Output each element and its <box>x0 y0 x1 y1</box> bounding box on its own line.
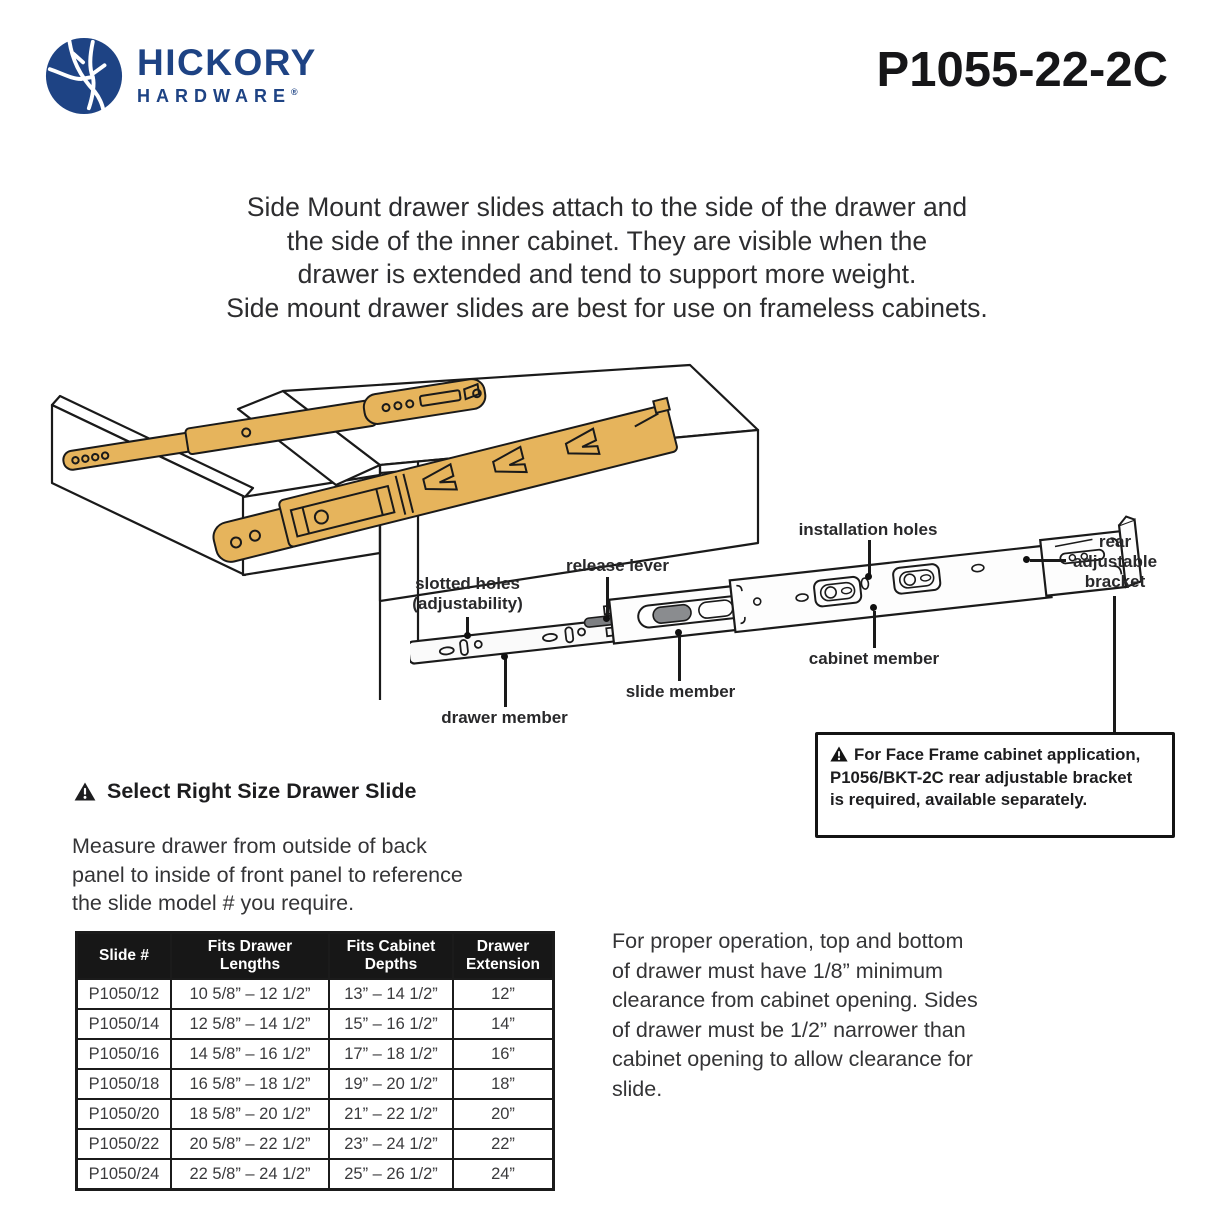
warning-icon <box>74 782 96 801</box>
header-slide-number: Slide # <box>77 933 172 980</box>
label-slide-member: slide member <box>625 682 736 701</box>
leader-dot-installation-holes <box>865 573 872 580</box>
intro-line: Side Mount drawer slides attach to the side of the drawer and <box>246 192 968 222</box>
brand-wordmark <box>137 42 317 107</box>
intro-paragraph <box>0 191 1214 325</box>
leader-drawer-member <box>504 658 507 707</box>
leader-dot-drawer-member <box>501 653 508 660</box>
brand-name-bottom: HARDWARE® <box>137 86 298 106</box>
intro-line: the side of the inner cabinet. They are visible when the <box>286 225 928 256</box>
intro-line: drawer is extended and tend to support more weight. <box>297 259 917 289</box>
table-row: P1050/18 16 5/8” – 18 1/2” 19” – 20 1/2” 18” <box>77 1069 554 1099</box>
leader-dot-cabinet-member <box>870 604 877 611</box>
face-frame-warning-box <box>815 732 1175 838</box>
brand-logo <box>44 36 317 116</box>
leader-dot-rear-bracket <box>1023 556 1030 563</box>
select-size-heading <box>74 779 416 804</box>
brand-name-top: HICKORY <box>137 42 317 83</box>
select-size-heading-text: Select Right Size Drawer Slide <box>107 779 417 803</box>
clearance-note: For proper operation, top and bottom of drawer must have 1/8” minimum clearance from cabinet opening. Sides of drawer must be 1/2” narrower than cabinet opening to allow clearance for slide. <box>612 929 978 1101</box>
table-row: P1050/24 22 5/8” – 24 1/2” 25” – 26 1/2” 24” <box>77 1159 554 1190</box>
measure-instructions: Measure drawer from outside of back panel to inside of front panel to reference the slide model # you require. <box>72 834 463 915</box>
leader-cabinet-member <box>873 611 876 648</box>
leader-slide-member <box>678 634 681 681</box>
table-row: P1050/22 20 5/8” – 22 1/2” 23” – 24 1/2” 22” <box>77 1129 554 1159</box>
header-fits-cabinet-depths: Fits Cabinet Depths <box>329 933 453 980</box>
hickory-branch-logo-icon <box>44 36 124 116</box>
leader-release-lever <box>606 577 609 617</box>
label-slotted-holes: slotted holes (adjustability) <box>412 574 523 613</box>
header-fits-drawer-lengths: Fits Drawer Lengths <box>171 933 329 980</box>
leader-installation-holes <box>868 540 871 575</box>
registered-mark: ® <box>291 87 298 97</box>
leader-dot-slotted-holes <box>464 632 471 639</box>
cabinet-member-art <box>730 546 1052 633</box>
table-row: P1050/12 10 5/8” – 12 1/2” 13” – 14 1/2” 12” <box>77 979 554 1009</box>
leader-dot-release-lever <box>603 615 610 622</box>
label-drawer-member: drawer member <box>441 708 568 727</box>
warning-text-line1: For Face Frame cabinet application, <box>854 745 1141 764</box>
product-code-title: P1055-22-2C <box>876 43 1168 97</box>
label-release-lever: release lever <box>565 556 670 575</box>
intro-line: Side mount drawer slides are best for use on frameless cabinets. <box>226 292 988 323</box>
leader-rear-bracket-to-note <box>1113 596 1116 733</box>
table-header-row <box>77 933 554 980</box>
warning-text-line3: is required, available separately. <box>830 790 1088 809</box>
label-installation-holes: installation holes <box>798 520 938 539</box>
leader-rear-bracket <box>1030 559 1066 562</box>
warning-icon <box>830 746 848 762</box>
warning-text-line2: P1056/BKT-2C rear adjustable bracket <box>830 767 1133 787</box>
table-row: P1050/20 18 5/8” – 20 1/2” 21” – 22 1/2” 20” <box>77 1099 554 1129</box>
header-drawer-extension: Drawer Extension <box>453 933 554 980</box>
table-row: P1050/16 14 5/8” – 16 1/2” 17” – 18 1/2” 16” <box>77 1039 554 1069</box>
table-row: P1050/14 12 5/8” – 14 1/2” 15” – 16 1/2” 14” <box>77 1009 554 1039</box>
leader-dot-slide-member <box>675 629 682 636</box>
label-rear-adjustable-bracket: rear adjustable bracket <box>1072 532 1158 591</box>
slide-size-table <box>75 931 555 1191</box>
label-cabinet-member: cabinet member <box>808 649 940 668</box>
